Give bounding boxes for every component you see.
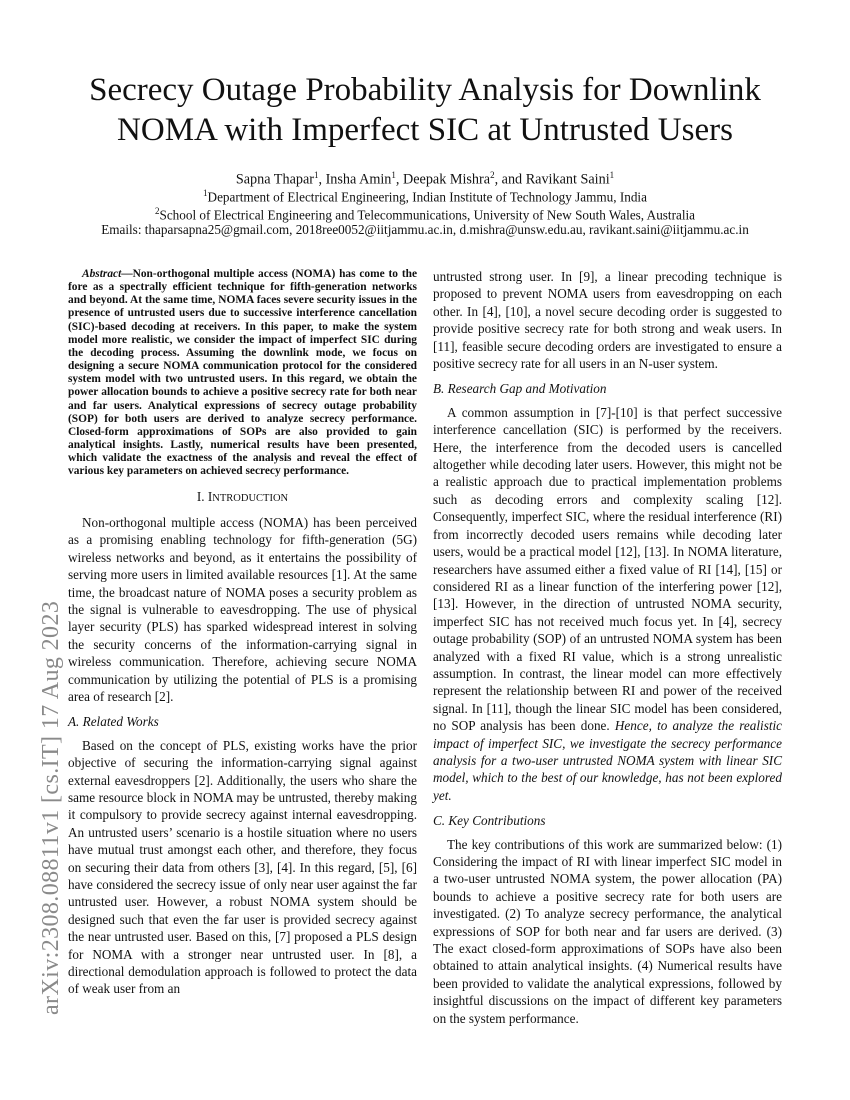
contributions-paragraph: The key contributions of this work are summarized below: (1) Considering the impact of RI with linear imperfect SIC model in a two-user untrusted NOMA system, the power allocation (PA) bounds to achieve a positive secrecy rate for both users are investigated. (2) To analyze secrecy performance, the analytical expressions of SOP for both near and far users are derived. (3) The exact closed-form approximations of SOPs have also been obtained to attain analytical insights. (4) Numerical results have been provided to validate the analytical expressions, followed by insightful discussions on the impact of different key parameters on the system performance. (433, 836, 782, 1026)
arxiv-identifier: arXiv:2308.08811v1 [cs.IT] 17 Aug 2023 (38, 600, 64, 1015)
related-works-paragraph-continued: untrusted strong user. In [9], a linear precoding technique is proposed to prevent NOMA users from eavesdropping on each other. In [4], [10], a novel secure decoding order is suggested to provide positive secrecy rate for both strong and weak users. In [11], feasible secure decoding orders are investigated to ensure a positive secrecy rate for all users in an N-user system. (433, 269, 782, 372)
left-column (68, 268, 417, 998)
author-name: Insha Amin (325, 171, 392, 188)
affiliation-mark: 1 (203, 188, 208, 198)
author-affiliation-mark: 2 (490, 170, 495, 180)
title-line-2: NOMA with Imperfect SIC at Untrusted Users (117, 112, 733, 148)
author-name: Sapna Thapar (235, 171, 314, 188)
abstract (68, 268, 417, 479)
author-affiliation-mark: 1 (391, 170, 396, 180)
intro-paragraph: Non-orthogonal multiple access (NOMA) has been perceived as a promising enabling technology for fifth-generation (5G) wireless networks and beyond, as it entertains the possibility of serving more users in limited available resources [1]. At the same time, the broadcast nature of NOMA poses a security problem as the signal is vulnerable to eavesdropping. The use of physical layer security (PLS) has sparked widespread interest in solving the security concerns of the information-carrying signal in wireless communication. Therefore, achieving secure NOMA communication by utilizing the potential of PLS is a promising area of research [2]. (68, 514, 417, 704)
section-heading-introduction (68, 488, 417, 507)
paper-title (40, 70, 810, 150)
research-gap-paragraph (433, 404, 782, 804)
right-column (433, 268, 782, 1027)
related-works-paragraph: Based on the concept of PLS, existing works have the prior objective of securing the information-carrying signal against external eavesdroppers [2]. Additionally, the users who share the same resource block in NOMA may be untrusted, thereby making it compulsory to provide secrecy against internal eavesdropping. An untrusted users’ scenario is a hostile situation where no users have mutual trust amongst each other, and therefore, they focus on securing their data from others [3], [4]. In this regard, [5], [6] have considered the secrecy issue of only near user against the far untrusted user. However, a robust NOMA system should be designed such that even the far user is provided secrecy against the near untrusted user. Based on this, [7] proposed a PLS design for NOMA with a stronger near untrusted user. In [8], a directional demodulation approach is followed to protect the data of weak user from an (68, 737, 417, 997)
author-affiliation-mark: 1 (609, 170, 615, 180)
subsection-heading-related-works: A. Related Works (68, 714, 159, 730)
emails: Emails: thaparsapna25@gmail.com, 2018ree0052@iitjammu.ac.in, d.mishra@unsw.edu.au, ravikant.saini@iitjammu.ac.in (101, 222, 749, 237)
author-and: and (501, 171, 523, 188)
affiliation-text: Department of Electrical Engineering, Indian Institute of Technology Jammu, India (207, 189, 647, 205)
abstract-text: —Non-orthogonal multiple access (NOMA) has come to the fore as a spectrally efficient technique for fifth-generation networks and beyond. At the same time, NOMA faces severe security issues in the presence of untrusted users due to successive interference cancellation (SIC)-based decoding at receivers. In this paper, to make the system model more realistic, we consider the impact of imperfect SIC during the decoding process. Assuming the downlink mode, we focus on designing a secure NOMA communication protocol for the considered system model with two untrusted users. In this regard, we obtain the power allocation bounds to achieve a positive secrecy rate for both near and far users. Analytical expressions of secrecy outage probability (SOP) for both users are derived to analyze secrecy performance. Closed-form approximations of SOPs are also provided to gain analytical insights. Lastly, numerical results have been presented, which validate the exactness of the analysis and reveal the effect of various key parameters on achieved secrecy performance. (68, 268, 417, 478)
author-list: Sapna Thapar$^1$, Insha Amin$^1$, Deepak Mishra$^2$, and Ravikant Saini$^1$ (235, 170, 615, 188)
section-title-rest: NTRODUCTION (212, 492, 289, 504)
abstract-label: Abstract (82, 268, 122, 280)
author-affiliation-mark: 1 (313, 170, 319, 180)
author-name: Ravikant Saini (525, 171, 610, 188)
section-title-initial: I (207, 488, 213, 504)
subsection-heading-research-gap: B. Research Gap and Motivation (433, 381, 607, 397)
affiliation-mark: 2 (154, 206, 160, 216)
subsection-heading-key-contributions: C. Key Contributions (433, 813, 546, 829)
research-gap-text: A common assumption in [7]-[10] is that perfect successive interference cancellation (SIC) is performed by the receivers. Here, the interference from the decoded users is cancelled altogether while decoding later users. However, this might not be a realistic approach due to practical implementation problems such as decoding errors and complexity scaling [12]. Consequently, imperfect SIC, where the residual interference (RI) from incorrectly decoded users remains while decoding later users, would be a practical model [12], [13]. In NOMA literature, researchers have assumed either a fixed value of RI [14], [15] or considered RI as a linear function of the interfering power [12], [13]. However, in the direction of untrusted NOMA security, imperfect SIC has not received much focus yet. In [4], secrecy outage probability (SOP) of an untrusted NOMA system has been analyzed with a fixed RI value, which is a strong unrealistic assumption. In contrast, the linear model can more effectively represent the relationship between RI and power of the received signal. In [11], though the linear SIC model has been considered, no SOP analysis has been done. (433, 404, 782, 734)
affiliation-text: School of Electrical Engineering and Telecommunications, University of New South Wales, Australia (159, 207, 696, 223)
section-number: I. (196, 488, 205, 504)
author-name: Deepak Mishra (402, 171, 491, 188)
title-line-1: Secrecy Outage Probability Analysis for Downlink (89, 72, 761, 108)
research-gap-emphasis: Hence, to analyze the realistic impact of imperfect SIC, we investigate the secrecy performance analysis for a two-user untrusted NOMA system with linear SIC model, which to the best of our knowledge, has not been explored yet. (433, 718, 783, 803)
